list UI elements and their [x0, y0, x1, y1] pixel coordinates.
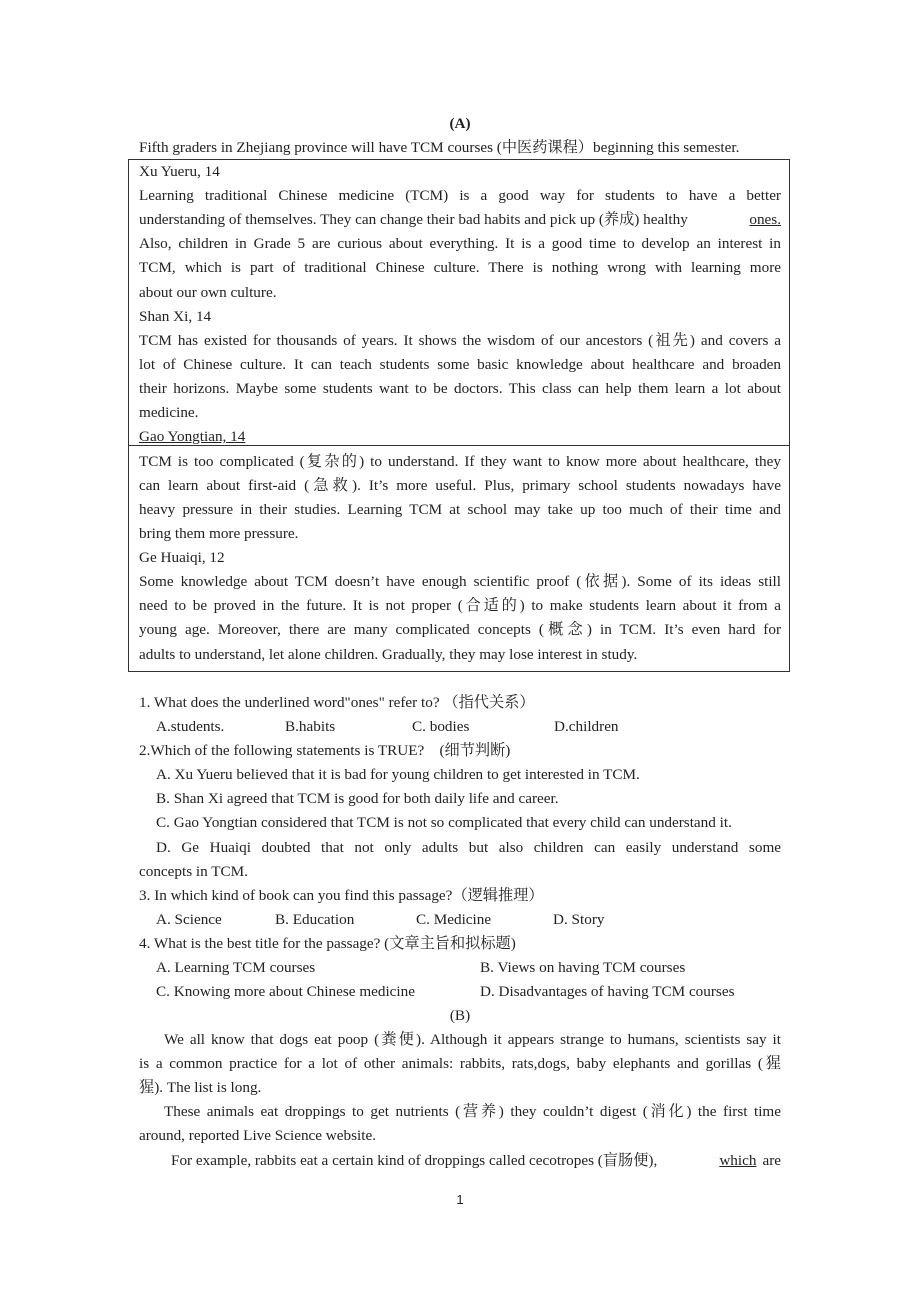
- opinion-line: can learn about first-aid (急救). It’s more useful. Plus, primary school students nowadays have: [139, 477, 781, 494]
- option-a: A. Xu Yueru believed that it is bad for young children to get interested in TCM.: [156, 766, 640, 783]
- opinion-line: Also, children in Grade 5 are curious about everything. It is a good time to develop an interest in: [139, 235, 781, 252]
- passage-b-heading: (B): [449, 1007, 471, 1024]
- option-c: C. bodies: [412, 718, 470, 735]
- opinion-line: medicine.: [139, 404, 199, 421]
- passage-a-intro: Fifth graders in Zhejiang province will have TCM courses (中医药课程）beginning this semester.: [139, 139, 740, 156]
- option-a: A. Learning TCM courses: [156, 959, 316, 976]
- opinion-line: [139, 210, 781, 230]
- option-d: D.children: [554, 718, 619, 735]
- paragraph-line: These animals eat droppings to get nutrients (营养) they couldn’t digest (消化) the first time: [164, 1103, 781, 1120]
- paragraph-text: For example, rabbits eat a certain kind of droppings called cecotropes (盲肠便),: [171, 1152, 658, 1169]
- option-b: B.habits: [285, 718, 336, 735]
- question-stem: 3. In which kind of book can you find this passage?（逻辑推理）: [139, 887, 544, 904]
- question-stem: 1. What does the underlined word"ones" refer to? （指代关系）: [139, 694, 535, 711]
- paragraph-line: [171, 1151, 781, 1171]
- opinion-line-text: understanding of themselves. They can change their bad habits and pick up (养成) healthy: [139, 211, 688, 228]
- opinion-line: bring them more pressure.: [139, 525, 299, 542]
- passage-a-heading: (A): [449, 115, 471, 132]
- option-c: C. Knowing more about Chinese medicine: [156, 983, 415, 1000]
- option-d: D. Disadvantages of having TCM courses: [480, 983, 735, 1000]
- question-stem: 2.Which of the following statements is TRUE? (细节判断): [139, 742, 511, 759]
- opinion-author: Shan Xi, 14: [139, 308, 212, 325]
- question-stem: 4. What is the best title for the passage? (文章主旨和拟标题): [139, 935, 516, 952]
- option-b: B. Education: [275, 911, 355, 928]
- opinion-author: Ge Huaiqi, 12: [139, 549, 225, 566]
- option-c: C. Gao Yongtian considered that TCM is not so complicated that every child can understand it.: [156, 814, 732, 831]
- paragraph-text: are: [762, 1152, 781, 1169]
- opinion-author: Gao Yongtian, 14: [139, 428, 246, 445]
- opinion-line: young age. Moreover, there are many complicated concepts (概念) in TCM. It’s even hard for: [139, 621, 781, 638]
- opinion-line: their horizons. Maybe some students want to be doctors. This class can help them learn a lot about: [139, 380, 781, 397]
- opinion-line: lot of Chinese culture. It can teach students some basic knowledge about healthcare and broaden: [139, 356, 781, 373]
- opinion-line: Some knowledge about TCM doesn’t have enough scientific proof (依据). Some of its ideas still: [139, 573, 781, 590]
- opinion-line: about our own culture.: [139, 284, 277, 301]
- opinion-line: Learning traditional Chinese medicine (TCM) is a good way for students to have a better: [139, 187, 781, 204]
- paragraph-line: is a common practice for a lot of other animals: rabbits, rats,dogs, baby elephants and gorillas (猩: [139, 1055, 781, 1072]
- paragraph-line: We all know that dogs eat poop (粪便). Although it appears strange to humans, scientists say it: [164, 1031, 781, 1048]
- option-a: A. Science: [156, 911, 222, 928]
- opinion-line: need to be proved in the future. It is not proper (合适的) to make students learn about it from a: [139, 597, 781, 614]
- paragraph-line: 猩). The list is long.: [139, 1079, 262, 1096]
- opinion-line: adults to understand, let alone children. Gradually, they may lose interest in study.: [139, 646, 638, 663]
- option-d-continued: concepts in TCM.: [139, 863, 248, 880]
- opinion-line: heavy pressure in their studies. Learning TCM at school may take up too much of their time and: [139, 501, 781, 518]
- opinion-author: Xu Yueru, 14: [139, 163, 220, 180]
- option-a: A.students.: [156, 718, 225, 735]
- underlined-word-which: which: [719, 1152, 757, 1169]
- opinion-line: TCM, which is part of traditional Chinese culture. There is nothing wrong with learning more: [139, 259, 781, 276]
- opinion-line: TCM is too complicated (复杂的) to understand. If they want to know more about healthcare, they: [139, 453, 781, 470]
- page-number: 1: [456, 1192, 464, 1207]
- paragraph-line: around, reported Live Science website.: [139, 1127, 377, 1144]
- option-b: B. Views on having TCM courses: [480, 959, 686, 976]
- option-b: B. Shan Xi agreed that TCM is good for both daily life and career.: [156, 790, 559, 807]
- opinion-line: TCM has existed for thousands of years. It shows the wisdom of our ancestors (祖先) and covers a: [139, 332, 781, 349]
- option-d: D. Story: [553, 911, 605, 928]
- option-d: D. Ge Huaiqi doubted that not only adults but also children can easily understand some: [156, 839, 781, 856]
- option-c: C. Medicine: [416, 911, 492, 928]
- underlined-word-ones: ones.: [749, 211, 781, 228]
